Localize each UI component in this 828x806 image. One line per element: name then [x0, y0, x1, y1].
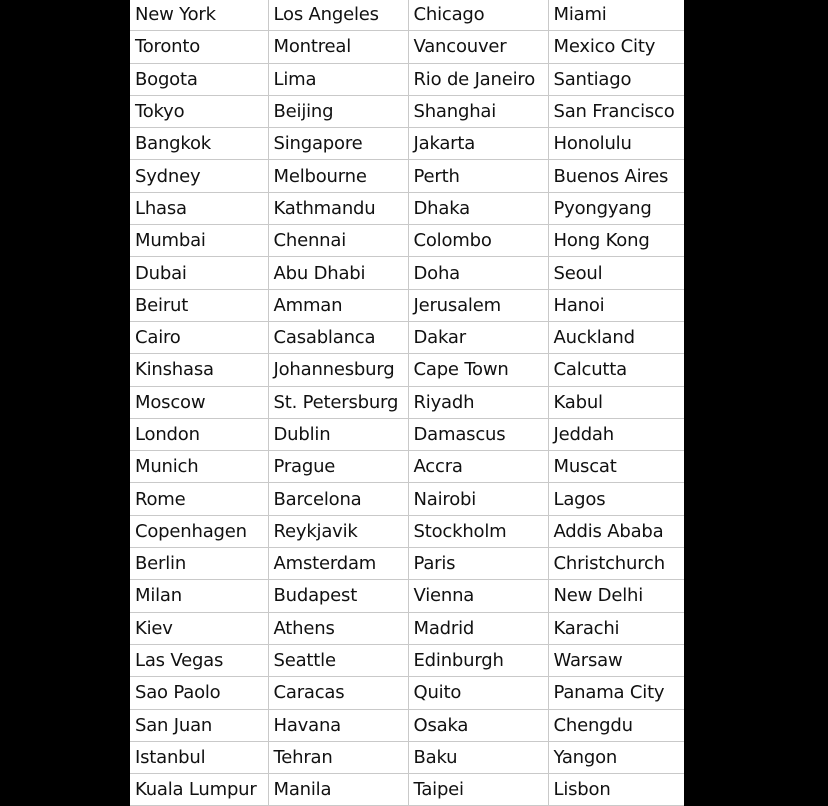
table-cell[interactable]: Melbourne — [268, 160, 408, 192]
table-row — [130, 192, 684, 224]
table-row — [130, 95, 684, 127]
table-cell[interactable]: Chengdu — [548, 709, 684, 741]
table-row — [130, 128, 684, 160]
table-row — [130, 612, 684, 644]
table-cell[interactable]: Lhasa — [130, 192, 268, 224]
table-row — [130, 225, 684, 257]
table-cell[interactable]: Kiev — [130, 612, 268, 644]
table-cell[interactable]: Lima — [268, 63, 408, 95]
table-row — [130, 31, 684, 63]
table-cell[interactable]: Nairobi — [408, 483, 548, 515]
table-cell[interactable]: Mexico City — [548, 31, 684, 63]
table-row — [130, 354, 684, 386]
table-cell[interactable]: Budapest — [268, 580, 408, 612]
table-cell[interactable]: Rome — [130, 483, 268, 515]
table-cell[interactable]: Los Angeles — [268, 0, 408, 31]
table-cell[interactable]: Lisbon — [548, 774, 684, 806]
table-cell[interactable]: Kinshasa — [130, 354, 268, 386]
table-row — [130, 63, 684, 95]
table-cell[interactable]: Santiago — [548, 63, 684, 95]
table-cell[interactable]: Dakar — [408, 321, 548, 353]
table-cell[interactable]: Mumbai — [130, 225, 268, 257]
table-cell[interactable]: Caracas — [268, 677, 408, 709]
table-cell[interactable]: London — [130, 418, 268, 450]
table-cell[interactable]: Dublin — [268, 418, 408, 450]
table-cell[interactable]: Beijing — [268, 95, 408, 127]
table-cell[interactable]: Athens — [268, 612, 408, 644]
table-cell[interactable]: Vancouver — [408, 31, 548, 63]
table-cell[interactable]: San Juan — [130, 709, 268, 741]
table-cell[interactable]: Dubai — [130, 257, 268, 289]
table-cell[interactable]: Dhaka — [408, 192, 548, 224]
table-cell[interactable]: Edinburgh — [408, 644, 548, 676]
table-cell[interactable]: Chennai — [268, 225, 408, 257]
table-cell[interactable]: Las Vegas — [130, 644, 268, 676]
table-cell[interactable]: Seattle — [268, 644, 408, 676]
table-cell[interactable]: Copenhagen — [130, 515, 268, 547]
table-cell[interactable]: Istanbul — [130, 741, 268, 773]
table-cell[interactable]: Toronto — [130, 31, 268, 63]
table-row — [130, 257, 684, 289]
table-cell[interactable]: Jerusalem — [408, 289, 548, 321]
table-cell[interactable]: Accra — [408, 451, 548, 483]
table-cell[interactable]: Honolulu — [548, 128, 684, 160]
table-cell[interactable]: Baku — [408, 741, 548, 773]
table-row — [130, 677, 684, 709]
table-cell[interactable]: Beirut — [130, 289, 268, 321]
table-cell[interactable]: Havana — [268, 709, 408, 741]
table-cell[interactable]: Osaka — [408, 709, 548, 741]
table-row — [130, 483, 684, 515]
table-cell[interactable]: Munich — [130, 451, 268, 483]
table-cell[interactable]: Bogota — [130, 63, 268, 95]
table-cell[interactable]: Bangkok — [130, 128, 268, 160]
table-cell[interactable]: Reykjavik — [268, 515, 408, 547]
table-cell[interactable]: Stockholm — [408, 515, 548, 547]
table-row — [130, 160, 684, 192]
table-cell[interactable]: Yangon — [548, 741, 684, 773]
table-cell[interactable]: Doha — [408, 257, 548, 289]
table-row — [130, 289, 684, 321]
table-cell[interactable]: Milan — [130, 580, 268, 612]
table-cell[interactable]: Karachi — [548, 612, 684, 644]
table-cell[interactable]: Tehran — [268, 741, 408, 773]
table-row — [130, 644, 684, 676]
table-cell[interactable]: Tokyo — [130, 95, 268, 127]
table-cell[interactable]: Rio de Janeiro — [408, 63, 548, 95]
table-row — [130, 386, 684, 418]
table-cell[interactable]: Sydney — [130, 160, 268, 192]
table-cell[interactable]: Singapore — [268, 128, 408, 160]
table-row — [130, 548, 684, 580]
table-cell[interactable]: Calcutta — [548, 354, 684, 386]
table-cell[interactable]: Miami — [548, 0, 684, 31]
table-cell[interactable]: Warsaw — [548, 644, 684, 676]
city-table — [130, 0, 684, 806]
table-cell[interactable]: Panama City — [548, 677, 684, 709]
table-cell[interactable]: Casablanca — [268, 321, 408, 353]
spreadsheet-grid — [130, 0, 684, 806]
table-cell[interactable]: Amsterdam — [268, 548, 408, 580]
table-cell[interactable]: Moscow — [130, 386, 268, 418]
table-cell[interactable]: Taipei — [408, 774, 548, 806]
table-cell[interactable]: Jeddah — [548, 418, 684, 450]
table-row — [130, 741, 684, 773]
table-cell[interactable]: Abu Dhabi — [268, 257, 408, 289]
table-cell[interactable]: Hanoi — [548, 289, 684, 321]
table-cell[interactable]: New York — [130, 0, 268, 31]
table-cell[interactable]: Hong Kong — [548, 225, 684, 257]
table-cell[interactable]: Kuala Lumpur — [130, 774, 268, 806]
table-cell[interactable]: Sao Paolo — [130, 677, 268, 709]
table-cell[interactable]: Addis Ababa — [548, 515, 684, 547]
table-cell[interactable]: Cape Town — [408, 354, 548, 386]
table-cell[interactable]: Chicago — [408, 0, 548, 31]
table-cell[interactable]: Paris — [408, 548, 548, 580]
table-row — [130, 0, 684, 31]
table-cell[interactable]: Manila — [268, 774, 408, 806]
table-cell[interactable]: Pyongyang — [548, 192, 684, 224]
table-cell[interactable]: Shanghai — [408, 95, 548, 127]
table-cell[interactable]: Montreal — [268, 31, 408, 63]
table-row — [130, 451, 684, 483]
table-row — [130, 774, 684, 806]
table-row — [130, 418, 684, 450]
table-cell[interactable]: Buenos Aires — [548, 160, 684, 192]
table-cell[interactable]: San Francisco — [548, 95, 684, 127]
table-cell[interactable]: Kabul — [548, 386, 684, 418]
table-cell[interactable]: Colombo — [408, 225, 548, 257]
table-cell[interactable]: Damascus — [408, 418, 548, 450]
table-cell[interactable]: Christchurch — [548, 548, 684, 580]
table-body — [130, 0, 684, 806]
table-row — [130, 321, 684, 353]
table-cell[interactable]: Vienna — [408, 580, 548, 612]
table-row — [130, 580, 684, 612]
table-cell[interactable]: Muscat — [548, 451, 684, 483]
table-cell[interactable]: Auckland — [548, 321, 684, 353]
table-cell[interactable]: Johannesburg — [268, 354, 408, 386]
table-cell[interactable]: Berlin — [130, 548, 268, 580]
table-row — [130, 515, 684, 547]
table-cell[interactable]: Lagos — [548, 483, 684, 515]
table-cell[interactable]: Kathmandu — [268, 192, 408, 224]
table-cell[interactable]: Prague — [268, 451, 408, 483]
table-row — [130, 709, 684, 741]
table-cell[interactable]: Seoul — [548, 257, 684, 289]
table-cell[interactable]: Cairo — [130, 321, 268, 353]
table-cell[interactable]: New Delhi — [548, 580, 684, 612]
table-cell[interactable]: Barcelona — [268, 483, 408, 515]
table-cell[interactable]: Riyadh — [408, 386, 548, 418]
table-cell[interactable]: Amman — [268, 289, 408, 321]
table-cell[interactable]: Madrid — [408, 612, 548, 644]
table-cell[interactable]: Perth — [408, 160, 548, 192]
table-cell[interactable]: Quito — [408, 677, 548, 709]
table-cell[interactable]: Jakarta — [408, 128, 548, 160]
table-cell[interactable]: St. Petersburg — [268, 386, 408, 418]
